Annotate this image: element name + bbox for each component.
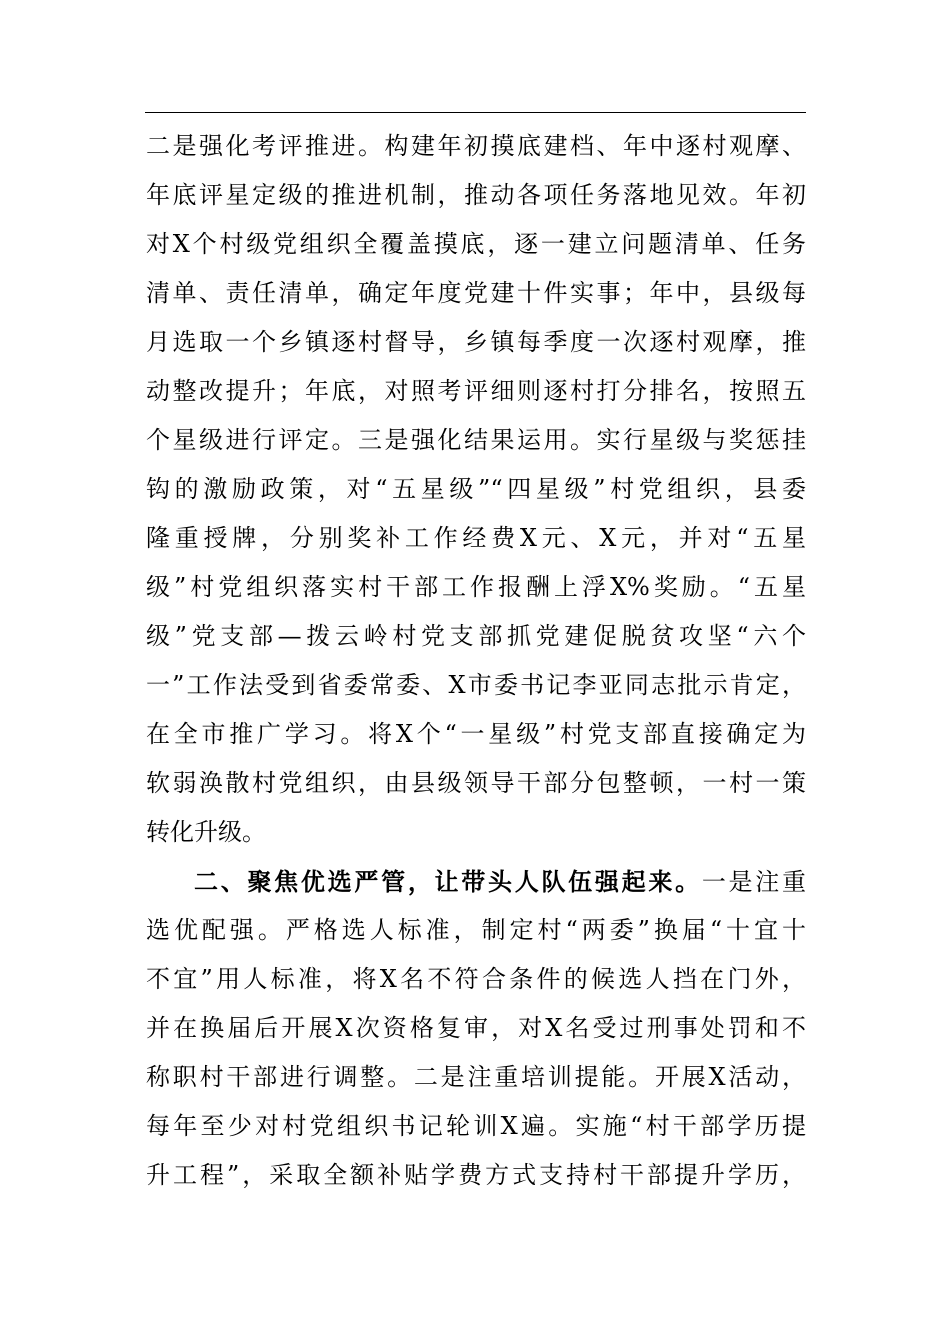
text-line: 个星级进行评定。三是强化结果运用。实行星级与奖惩挂 [146, 426, 806, 454]
text-line: 软弱涣散村党组织，由县级领导干部分包整顿，一村一策 [146, 769, 806, 797]
text-line: 称职村干部进行调整。二是注重培训提能。开展X活动， [146, 1063, 806, 1091]
text-line: 升工程”，采取全额补贴学费方式支持村干部提升学历， [146, 1161, 806, 1189]
section-2-first-line-text: 一是注重 [701, 868, 806, 896]
header-rule [145, 112, 806, 113]
section-2-heading: 二、聚焦优选严管，让带头人队伍强起来。 [194, 867, 702, 896]
text-line: 二是强化考评推进。构建年初摸底建档、年中逐村观摩、 [146, 132, 806, 160]
text-line: 隆重授牌，分别奖补工作经费X元、X元，并对“五星 [146, 524, 806, 552]
text-line: 钩的激励政策，对“五星级”“四星级”村党组织，县委 [146, 475, 806, 503]
text-line: 级”村党组织落实村干部工作报酬上浮X%奖励。“五星 [146, 573, 806, 601]
text-line: 选优配强。严格选人标准，制定村“两委”换届“十宜十 [146, 916, 806, 944]
text-line: 转化升级。 [146, 818, 266, 846]
text-line: 并在换届后开展X次资格复审，对X名受过刑事处罚和不 [146, 1014, 806, 1042]
text-line: 一”工作法受到省委常委、X市委书记李亚同志批示肯定， [146, 671, 806, 699]
text-line: 级”党支部—拨云岭村党支部抓党建促脱贫攻坚“六个 [146, 622, 806, 650]
text-line: 清单、责任清单，确定年度党建十件实事；年中，县级每 [146, 279, 806, 307]
text-line: 年底评星定级的推进机制，推动各项任务落地见效。年初 [146, 181, 806, 209]
document-body [146, 122, 806, 1200]
text-line: 在全市推广学习。将X个“一星级”村党支部直接确定为 [146, 720, 806, 748]
text-line: 动整改提升；年底，对照考评细则逐村打分排名，按照五 [146, 377, 806, 405]
section-2-first-line [146, 857, 806, 906]
text-line: 每年至少对村党组织书记轮训X遍。实施“村干部学历提 [146, 1112, 806, 1140]
text-line: 不宜”用人标准，将X名不符合条件的候选人挡在门外， [146, 965, 806, 993]
text-line: 对X个村级党组织全覆盖摸底，逐一建立问题清单、任务 [146, 230, 806, 258]
text-line: 月选取一个乡镇逐村督导，乡镇每季度一次逐村观摩，推 [146, 328, 806, 356]
